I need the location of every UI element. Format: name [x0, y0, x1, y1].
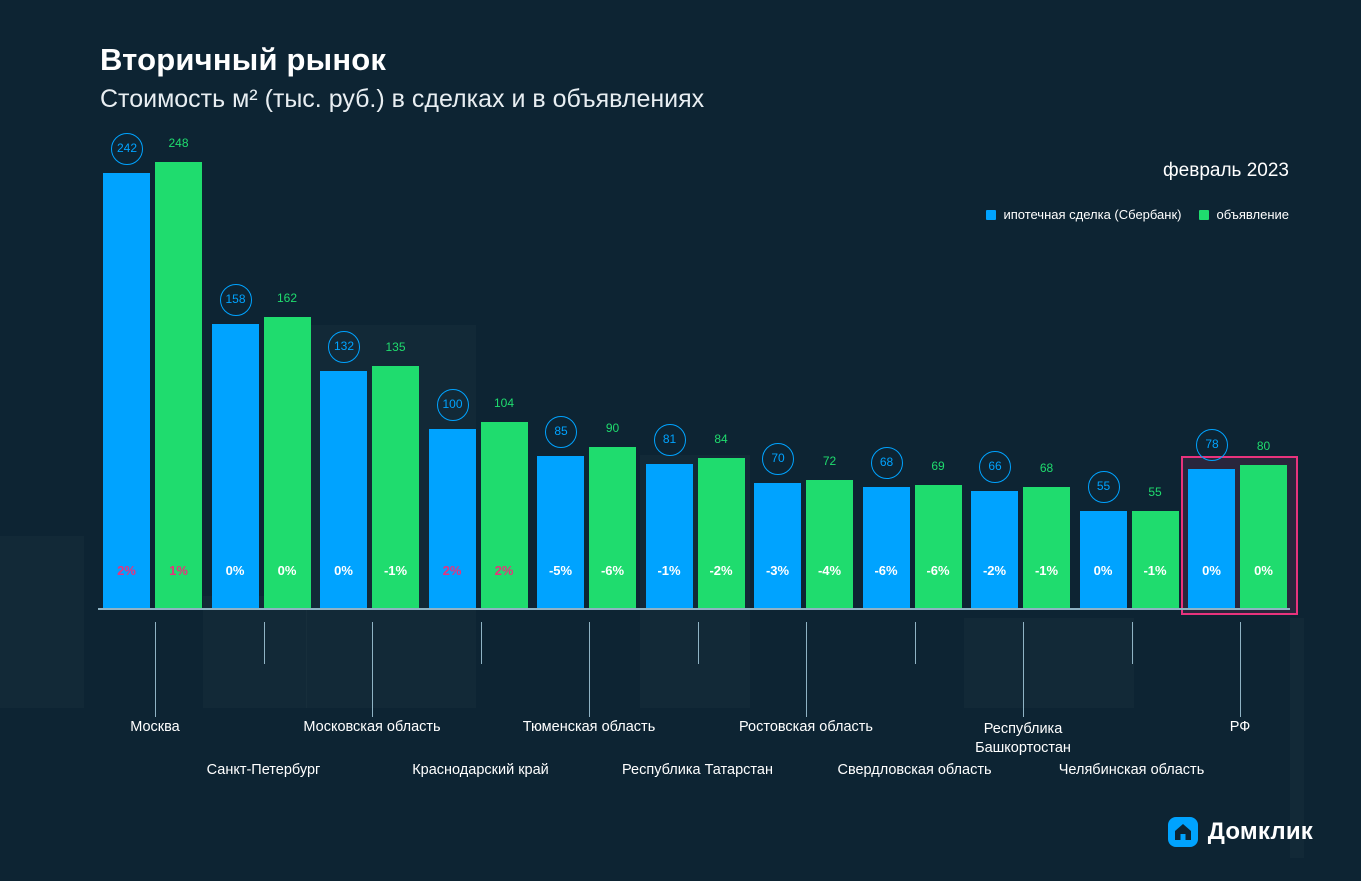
bar-change-ad: 0%	[277, 563, 297, 578]
bg-block-1	[0, 536, 84, 708]
tick-mark	[264, 622, 265, 664]
bar-change-ad: -4%	[817, 563, 842, 578]
brand-logo	[1168, 817, 1313, 847]
bar-value-deal: 100	[437, 389, 469, 421]
category-label: Свердловская область	[837, 762, 992, 778]
bar-change-ad: -2%	[709, 563, 733, 578]
bar-value-ad: 80	[1256, 439, 1271, 454]
category-label: Ростовская область	[739, 719, 873, 735]
tick-mark	[915, 622, 916, 664]
bar-deal[interactable]	[754, 483, 801, 610]
category-label: Краснодарский край	[412, 762, 549, 778]
tick-mark	[698, 622, 699, 664]
bar-ad[interactable]	[481, 422, 528, 610]
period-label: февраль 2023	[1163, 160, 1289, 181]
category-label: Республика Башкортостан	[975, 721, 1071, 756]
bar-value-deal: 68	[871, 447, 903, 479]
bar-change-deal: -6%	[874, 563, 898, 578]
bar-group	[103, 135, 211, 610]
category-label: Республика Татарстан	[622, 762, 773, 778]
bar-value-ad: 69	[931, 459, 945, 474]
bar-ad[interactable]	[698, 458, 745, 610]
bar-change-deal: 0%	[1093, 563, 1113, 578]
bar-deal[interactable]	[1188, 469, 1235, 610]
bar-change-ad: -6%	[600, 563, 625, 578]
bar-change-deal: 2%	[117, 563, 136, 578]
bar-deal[interactable]	[971, 491, 1018, 610]
bar-ad[interactable]	[806, 480, 853, 610]
bar-value-deal: 132	[328, 331, 360, 363]
bar-value-deal: 242	[111, 133, 143, 165]
bar-value-ad: 84	[714, 432, 728, 447]
bar-change-deal: 2%	[442, 563, 462, 578]
bar-change-deal: 0%	[1202, 563, 1221, 578]
chart-baseline	[98, 608, 1290, 610]
bar-group	[320, 140, 428, 610]
bar-deal[interactable]	[1080, 511, 1127, 610]
bar-change-deal: -3%	[765, 563, 790, 578]
bar-value-deal: 78	[1196, 429, 1228, 461]
bar-change-deal: 0%	[225, 563, 245, 578]
bar-group	[1188, 140, 1296, 610]
bar-value-ad: 55	[1148, 484, 1162, 499]
bar-value-deal: 66	[979, 451, 1011, 483]
bar-change-deal: 0%	[334, 563, 353, 578]
bar-group	[212, 140, 320, 610]
bar-group	[754, 140, 862, 610]
category-label: Московская область	[303, 719, 441, 735]
bar-value-ad: 135	[385, 339, 406, 354]
bar-value-ad: 104	[493, 396, 515, 410]
brand-name: Домклик	[1207, 818, 1313, 845]
bar-ad[interactable]	[915, 485, 962, 610]
bar-value-ad: 68	[1039, 461, 1054, 476]
bar-deal[interactable]	[537, 456, 584, 610]
bar-ad[interactable]	[1240, 465, 1287, 610]
bar-group	[971, 140, 1079, 610]
bar-group	[537, 140, 645, 610]
bar-value-deal: 85	[545, 416, 577, 448]
bar-change-deal: -5%	[548, 563, 573, 578]
bar-change-deal: -2%	[982, 563, 1007, 578]
bar-ad[interactable]	[155, 162, 202, 610]
bar-deal[interactable]	[863, 487, 910, 610]
category-label: Москва	[130, 719, 180, 735]
bar-value-ad: 248	[168, 135, 189, 150]
bar-ad[interactable]	[1023, 487, 1070, 610]
bar-deal[interactable]	[429, 429, 476, 610]
tick-mark	[481, 622, 482, 664]
bar-value-deal: 55	[1088, 471, 1120, 503]
legend-label-ad: объявление	[1216, 207, 1289, 222]
bar-change-ad: 0%	[1254, 563, 1273, 578]
bar-ad[interactable]	[589, 447, 636, 610]
bar-group	[429, 140, 537, 610]
bar-group	[863, 140, 971, 610]
bar-change-ad: -6%	[926, 563, 950, 578]
bar-change-ad: 1%	[169, 563, 188, 578]
page-subtitle: Стоимость м² (тыс. руб.) в сделках и в объявлениях	[100, 85, 705, 113]
bar-change-ad: -1%	[383, 563, 408, 578]
bar-group	[646, 140, 754, 610]
bar-value-ad: 90	[605, 421, 620, 436]
bar-deal[interactable]	[646, 464, 693, 610]
legend-label-deal: ипотечная сделка (Сбербанк)	[1003, 207, 1182, 222]
bar-change-ad: 2%	[494, 563, 514, 578]
bar-change-ad: -1%	[1143, 563, 1167, 578]
category-label: РФ	[1229, 719, 1251, 735]
category-label: Санкт-Петербург	[206, 762, 321, 778]
bar-value-ad: 72	[822, 453, 837, 468]
tick-mark	[1132, 622, 1133, 664]
chart-plot-area	[98, 135, 1290, 610]
bar-ad[interactable]	[1132, 511, 1179, 610]
bar-deal[interactable]	[103, 173, 150, 610]
bar-value-ad: 162	[276, 291, 298, 306]
bar-change-deal: -1%	[657, 563, 681, 578]
category-label: Челябинская область	[1058, 762, 1205, 778]
bar-group	[1080, 140, 1188, 610]
bar-value-deal: 158	[220, 284, 252, 316]
chart-category-labels	[0, 700, 1361, 820]
bar-value-deal: 70	[762, 443, 794, 475]
category-label: Тюменская область	[522, 719, 656, 735]
house-icon	[1168, 817, 1198, 847]
page-title: Вторичный рынок	[100, 42, 387, 77]
bar-value-deal: 81	[654, 424, 686, 456]
bar-change-ad: -1%	[1034, 563, 1059, 578]
